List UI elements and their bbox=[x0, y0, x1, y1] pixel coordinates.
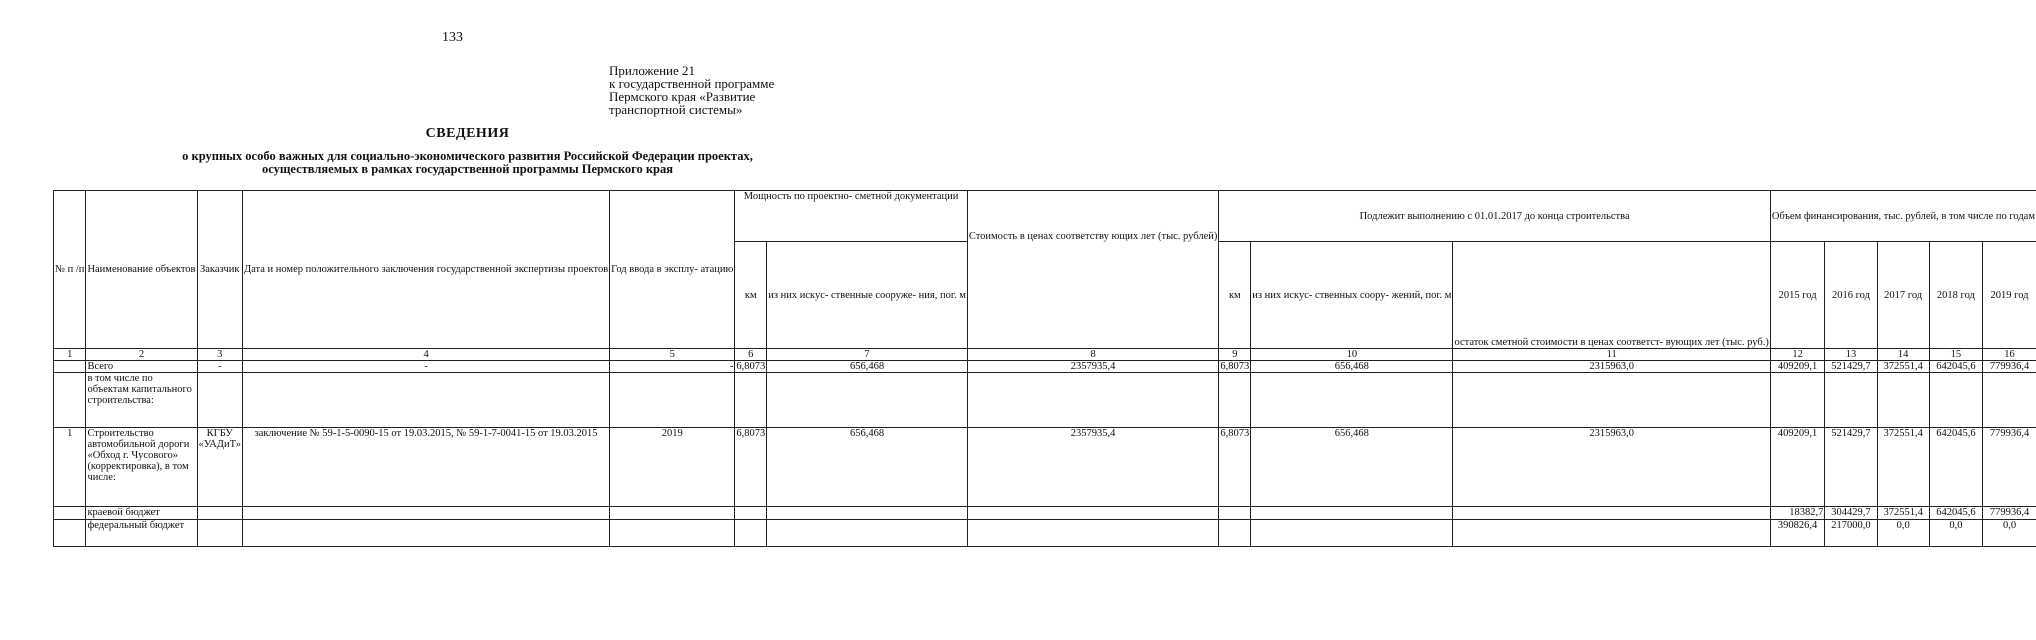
cell-y2016: 521429,7 bbox=[1825, 428, 1877, 507]
cell-customer: - bbox=[197, 361, 242, 373]
cell-year: - bbox=[610, 361, 735, 373]
cell-y2017: 372551,4 bbox=[1877, 428, 1929, 507]
cell-y2019: 779936,4 bbox=[1983, 428, 2036, 507]
header-commission-year: Год ввода в эксплу- атацию bbox=[610, 191, 735, 349]
column-number: 10 bbox=[1251, 349, 1453, 361]
cell-number bbox=[54, 507, 86, 520]
cell-y2018: 642045,6 bbox=[1929, 428, 1982, 507]
cell-pending-structures: 656,468 bbox=[1251, 361, 1453, 373]
cell-cost: 2357935,4 bbox=[967, 361, 1219, 373]
cell-capacity-km: 6,8073 bbox=[735, 428, 767, 507]
cell-empty bbox=[1251, 520, 1453, 547]
appendix-line: Пермского края «Развитие bbox=[609, 89, 756, 104]
cell-y2015: 409209,1 bbox=[1770, 428, 1825, 507]
cell-empty bbox=[242, 520, 609, 547]
cell-empty bbox=[1770, 373, 1825, 428]
cell-y2015: 409209,1 bbox=[1770, 361, 1825, 373]
column-number: 3 bbox=[197, 349, 242, 361]
cell-empty bbox=[610, 520, 735, 547]
header-expertise: Дата и номер положительного заключения государственной экспертизы проектов bbox=[242, 191, 609, 349]
cell-y2016: 217000,0 bbox=[1825, 520, 1877, 547]
cell-empty bbox=[735, 507, 767, 520]
cell-object-name: Строительство автомобильной дороги «Обход г. Чусового» (корректировка), в том числе: bbox=[86, 428, 197, 507]
cell-empty bbox=[767, 507, 968, 520]
cell-object-name: краевой бюджет bbox=[86, 507, 197, 520]
header-capacity-structures: из них искус- ственные сооруже- ния, пог. м bbox=[767, 242, 968, 349]
cell-y2019: 0,0 bbox=[1983, 520, 2036, 547]
cell-object-name: в том числе по объектам капитального строительства: bbox=[86, 373, 197, 428]
cell-empty bbox=[1219, 507, 1251, 520]
cell-empty bbox=[1453, 373, 1770, 428]
column-number: 7 bbox=[767, 349, 968, 361]
cell-expertise: заключение № 59-1-5-0090-15 от 19.03.2015, № 59-1-7-0041-15 от 19.03.2015 bbox=[242, 428, 609, 507]
cell-empty bbox=[197, 373, 242, 428]
cell-object-name: Всего bbox=[86, 361, 197, 373]
cell-number bbox=[54, 373, 86, 428]
header-pending-km: км bbox=[1219, 242, 1251, 349]
header-financing-group: Объем финансирования, тыс. рублей, в том числе по годам bbox=[1770, 191, 2036, 242]
cell-y2017: 372551,4 bbox=[1877, 507, 1929, 520]
cell-empty bbox=[1219, 373, 1251, 428]
column-number: 11 bbox=[1453, 349, 1770, 361]
cell-empty bbox=[610, 507, 735, 520]
table-row-federal-budget bbox=[54, 520, 2036, 547]
cell-y2016: 304429,7 bbox=[1825, 507, 1877, 520]
cell-y2015: 18382,7 bbox=[1770, 507, 1825, 520]
appendix-line: транспортной системы» bbox=[609, 102, 743, 117]
cell-number bbox=[54, 361, 86, 373]
cell-y2018: 642045,6 bbox=[1929, 507, 1982, 520]
column-number: 12 bbox=[1770, 349, 1825, 361]
table-row-including bbox=[54, 373, 2036, 428]
header-pending-structures: из них искус- ственных соору- жений, пог. м bbox=[1251, 242, 1453, 349]
cell-y2017: 372551,4 bbox=[1877, 361, 1929, 373]
column-number: 13 bbox=[1825, 349, 1877, 361]
cell-empty bbox=[242, 507, 609, 520]
cell-cost: 2357935,4 bbox=[967, 428, 1219, 507]
cell-empty bbox=[197, 520, 242, 547]
cell-empty bbox=[735, 373, 767, 428]
cell-object-name: федеральный бюджет bbox=[86, 520, 197, 547]
cell-empty bbox=[1453, 507, 1770, 520]
cell-empty bbox=[1251, 373, 1453, 428]
cell-capacity-km: 6,8073 bbox=[736, 361, 766, 372]
header-customer: Заказчик bbox=[197, 191, 242, 349]
document-subtitle bbox=[0, 150, 935, 176]
table-row-object bbox=[54, 428, 2036, 507]
cell-empty bbox=[1983, 373, 2036, 428]
cell-number: 1 bbox=[54, 428, 86, 507]
subtitle-line: о крупных особо важных для социально-экономического развития Российской Федерации проектах, bbox=[182, 149, 753, 163]
header-year-2019: 2019 год bbox=[1983, 242, 2036, 349]
cell-y2016: 521429,7 bbox=[1825, 361, 1877, 373]
cell-pending-km: 6,8073 bbox=[1220, 361, 1250, 372]
cell-pending-km: 6,8073 bbox=[1219, 428, 1251, 507]
cell-empty bbox=[767, 373, 968, 428]
column-number: 16 bbox=[1983, 349, 2036, 361]
header-pending-remainder: остаток сметной стоимости в ценах соответст- вующих лет (тыс. руб.) bbox=[1453, 242, 1770, 349]
cell-y2015: 390826,4 bbox=[1770, 520, 1825, 547]
cell-empty bbox=[1453, 520, 1770, 547]
header-pending-group: Подлежит выполнению с 01.01.2017 до конца строительства bbox=[1219, 191, 1770, 242]
cell-number bbox=[54, 520, 86, 547]
cell-empty bbox=[1219, 520, 1251, 547]
column-number: 14 bbox=[1877, 349, 1929, 361]
cell-empty bbox=[242, 373, 609, 428]
page-number: 133 bbox=[442, 30, 463, 45]
header-capacity-group: Мощность по проектно- сметной документации bbox=[735, 191, 968, 242]
header-year-2016: 2016 год bbox=[1825, 242, 1877, 349]
cell-empty bbox=[610, 373, 735, 428]
cell-year: 2019 bbox=[610, 428, 735, 507]
column-number: 6 bbox=[735, 349, 767, 361]
column-number: 1 bbox=[54, 349, 86, 361]
cell-pending-remainder: 2315963,0 bbox=[1453, 428, 1770, 507]
header-year-2017: 2017 год bbox=[1877, 242, 1929, 349]
cell-empty bbox=[767, 520, 968, 547]
header-cost: Стоимость в ценах соответству ющих лет (тыс. рублей) bbox=[967, 191, 1219, 349]
header-number: № п /п bbox=[54, 191, 86, 349]
table-row-total bbox=[54, 361, 2036, 373]
column-number: 15 bbox=[1929, 349, 1982, 361]
cell-empty bbox=[197, 507, 242, 520]
column-number: 5 bbox=[610, 349, 735, 361]
column-number: 9 bbox=[1219, 349, 1251, 361]
cell-empty bbox=[967, 373, 1219, 428]
cell-y2017: 0,0 bbox=[1877, 520, 1929, 547]
document-title: СВЕДЕНИЯ bbox=[425, 126, 510, 141]
column-number: 8 bbox=[967, 349, 1219, 361]
cell-capacity-structures: 656,468 bbox=[767, 428, 968, 507]
column-numbers-row bbox=[54, 349, 2036, 361]
cell-empty bbox=[1825, 373, 1877, 428]
cell-empty bbox=[1877, 373, 1929, 428]
cell-empty bbox=[967, 507, 1219, 520]
cell-empty bbox=[1251, 507, 1453, 520]
subtitle-line: осуществляемых в рамках государственной программы Пермского края bbox=[261, 162, 674, 176]
cell-capacity-structures: 656,468 bbox=[767, 361, 968, 373]
cell-empty bbox=[1929, 373, 1982, 428]
column-number: 2 bbox=[86, 349, 197, 361]
cell-y2019: 779936,4 bbox=[1983, 507, 2036, 520]
cell-empty bbox=[735, 520, 767, 547]
cell-y2018: 642045,6 bbox=[1929, 361, 1982, 373]
cell-expertise: - bbox=[242, 361, 609, 373]
projects-table bbox=[53, 190, 2036, 547]
cell-y2019: 779936,4 bbox=[1983, 361, 2036, 373]
appendix-line: Приложение 21 bbox=[609, 63, 696, 78]
cell-pending-remainder: 2315963,0 bbox=[1453, 361, 1770, 373]
header-year-2015: 2015 год bbox=[1770, 242, 1825, 349]
header-capacity-km: км bbox=[735, 242, 767, 349]
appendix-line: к государственной программе bbox=[609, 76, 775, 91]
column-number: 4 bbox=[242, 349, 609, 361]
cell-y2018: 0,0 bbox=[1929, 520, 1982, 547]
cell-customer: КГБУ «УАДиТ» bbox=[197, 428, 242, 507]
header-object-name: Наименование объектов bbox=[86, 191, 197, 349]
table-row-regional-budget bbox=[54, 507, 2036, 520]
cell-empty bbox=[967, 520, 1219, 547]
header-year-2018: 2018 год bbox=[1929, 242, 1982, 349]
cell-pending-structures: 656,468 bbox=[1251, 428, 1453, 507]
appendix-note bbox=[609, 64, 774, 116]
